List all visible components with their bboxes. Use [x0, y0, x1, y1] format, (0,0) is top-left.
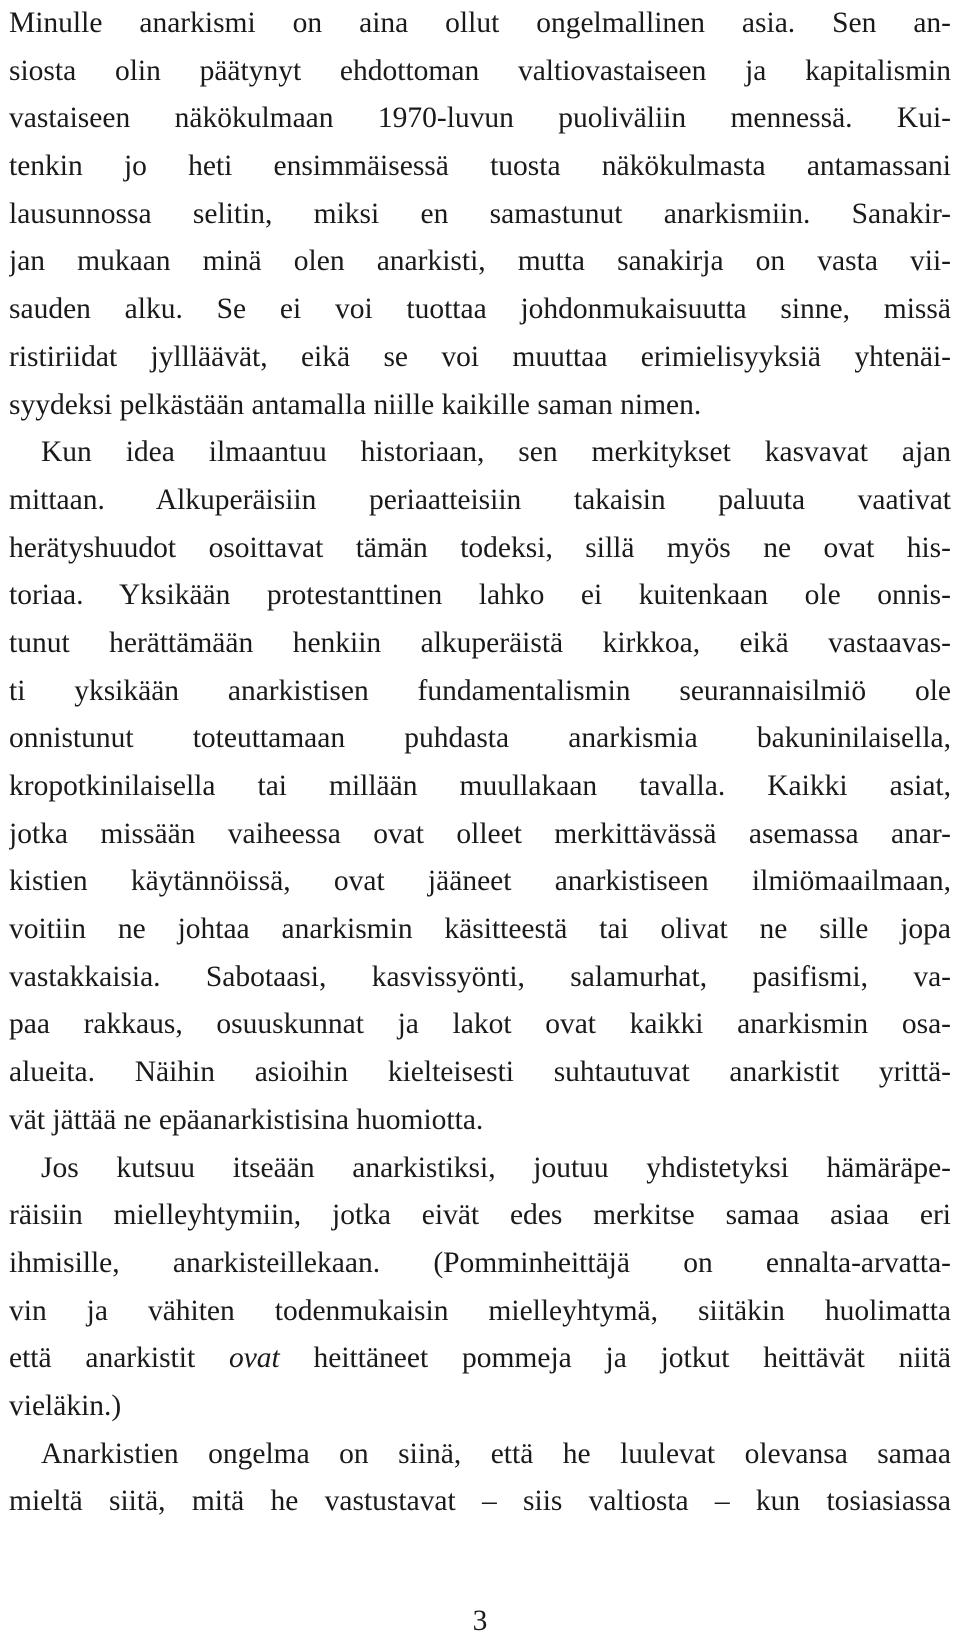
text-line: Jos kutsuu itseään anarkistiksi, joutuu yhdistetyksi hämäräpe-: [41, 1151, 951, 1184]
text-line: voitiin ne johtaa anarkismin käsitteestä tai olivat ne sille jopa: [9, 913, 951, 946]
text-line: tenkin jo heti ensimmäisessä tuosta näkökulmasta antamassani: [9, 150, 951, 183]
text-line: kropotkinilaisella tai millään muullakaan tavalla. Kaikki asiat,: [9, 770, 951, 802]
text-line: mieltä siitä, mitä he vastustavat – siis valtiosta – kun tosiasiassa: [9, 1485, 951, 1518]
text-line: paa rakkaus, osuuskunnat ja lakot ovat kaikki anarkismin osa-: [9, 1008, 951, 1041]
text-line: Minulle anarkismi on aina ollut ongelmallinen asia. Sen an-: [9, 7, 951, 39]
paragraph-3: [9, 1145, 951, 1431]
text-line: vastaiseen näkökulmaan 1970-luvun puoliväliin mennessä. Kui-: [9, 102, 951, 135]
text-line: ti yksikään anarkistisen fundamentalismin seurannaisilmiö ole: [9, 674, 951, 707]
text-line: räisiin mielleyhtymiin, jotka eivät edes merkitse samaa asiaa eri: [9, 1199, 951, 1232]
text-line: tunut herättämään henkiin alkuperäistä kirkkoa, eikä vastaavas-: [9, 626, 951, 659]
text-line: mittaan. Alkuperäisiin periaatteisiin takaisin paluuta vaativat: [9, 483, 951, 516]
text-line: Anarkistien ongelma on siinä, että he luulevat olevansa samaa: [41, 1437, 951, 1470]
paragraph-4: [9, 1431, 951, 1526]
text-line: ihmisille, anarkisteillekaan. (Pomminheittäjä on ennalta-arvatta-: [9, 1246, 951, 1279]
emphasized-word: ovat: [228, 1342, 280, 1375]
text-line: vieläkin.): [9, 1389, 122, 1422]
paragraph-1: [9, 0, 951, 429]
text-line: jotka missään vaiheessa ovat olleet merkittävässä asemassa anar-: [9, 817, 951, 850]
text-line: vät jättää ne epäanarkistisina huomiotta.: [9, 1103, 484, 1136]
text-line: vastakkaisia. Sabotaasi, kasvissyönti, salamurhat, pasifismi, va-: [9, 960, 951, 993]
text-line: vin ja vähiten todenmukaisin mielleyhtymä, siitäkin huolimatta: [9, 1294, 951, 1327]
text-fragment: heittäneet pommeja ja jotkut heittävät niitä: [279, 1342, 951, 1375]
text-line: onnistunut toteuttamaan puhdasta anarkismia bakuninilaisella,: [9, 722, 951, 755]
paragraph-2: [9, 429, 951, 1144]
text-line: siosta olin päätynyt ehdottoman valtiovastaiseen ja kapitalismin: [9, 54, 951, 87]
text-fragment: että anarkistit: [9, 1342, 229, 1375]
text-line: alueita. Näihin asioihin kielteisesti suhtautuvat anarkistit yrittä-: [9, 1056, 951, 1089]
page-number: 3: [472, 1605, 488, 1637]
text-line-with-emphasis: [9, 1335, 951, 1383]
text-line: toriaa. Yksikään protestanttinen lahko ei kuitenkaan ole onnis-: [9, 579, 951, 612]
text-line: kistien käytännöissä, ovat jääneet anarkistiseen ilmiömaailmaan,: [9, 865, 951, 898]
document-body: [9, 0, 951, 1526]
text-line: Kun idea ilmaantuu historiaan, sen merkitykset kasvavat ajan: [41, 436, 951, 469]
text-line: ristiriidat jyllläävät, eikä se voi muuttaa erimielisyyksiä yhtenäi-: [9, 340, 951, 373]
text-line: sauden alku. Se ei voi tuottaa johdonmukaisuutta sinne, missä: [9, 293, 951, 326]
text-line: lausunnossa selitin, miksi en samastunut anarkismiin. Sanakir-: [9, 197, 951, 230]
text-line: herätyshuudot osoittavat tämän todeksi, sillä myös ne ovat his-: [9, 531, 951, 564]
text-line: syydeksi pelkästään antamalla niille kaikille saman nimen.: [9, 388, 702, 421]
text-line: jan mukaan minä olen anarkisti, mutta sanakirja on vasta vii-: [9, 245, 951, 278]
